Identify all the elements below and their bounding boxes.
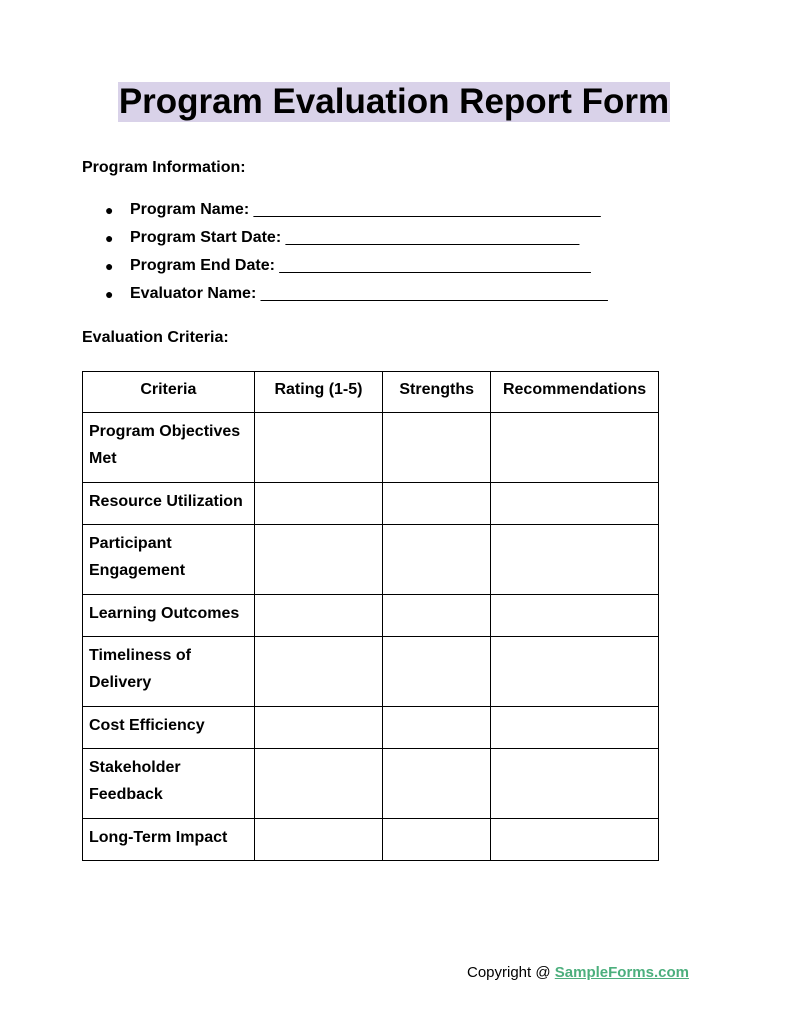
field-evaluator-name[interactable]: [105, 284, 608, 312]
program-info-heading: Program Information:: [82, 159, 246, 176]
rating-cell[interactable]: [254, 749, 383, 819]
criteria-label: Stakeholder Feedback: [89, 759, 181, 803]
table-row: [83, 637, 659, 707]
column-header-strengths: Strengths: [383, 372, 491, 413]
bullet-icon: ●: [105, 230, 114, 246]
criteria-cell: [83, 525, 255, 595]
field-program-start-date[interactable]: [105, 228, 608, 256]
rating-cell[interactable]: [254, 483, 383, 525]
rating-cell[interactable]: [254, 637, 383, 707]
recommendations-cell[interactable]: [491, 595, 659, 637]
evaluation-criteria-heading: Evaluation Criteria:: [82, 329, 229, 346]
recommendations-cell[interactable]: [491, 749, 659, 819]
recommendations-cell[interactable]: [491, 413, 659, 483]
sampleforms-link[interactable]: SampleForms.com: [554, 964, 689, 981]
recommendations-cell[interactable]: [491, 525, 659, 595]
copyright-footer: [467, 963, 689, 983]
page-title: Program Evaluation Report Form: [118, 82, 670, 121]
strengths-cell[interactable]: [383, 483, 491, 525]
strengths-cell[interactable]: [383, 707, 491, 749]
criteria-cell: [83, 595, 255, 637]
program-info-list: [105, 200, 608, 312]
table-row: [83, 595, 659, 637]
bullet-icon: ●: [105, 286, 114, 302]
criteria-label: Resource Utilization: [89, 493, 243, 510]
rating-cell[interactable]: [254, 819, 383, 861]
table-row: [83, 819, 659, 861]
table-row: [83, 483, 659, 525]
criteria-cell: [83, 637, 255, 707]
recommendations-cell[interactable]: [491, 637, 659, 707]
field-label: Program Name:: [130, 201, 250, 218]
rating-cell[interactable]: [254, 413, 383, 483]
strengths-cell[interactable]: [383, 819, 491, 861]
strengths-cell[interactable]: [383, 595, 491, 637]
title-container: [0, 82, 799, 122]
recommendations-cell[interactable]: [491, 819, 659, 861]
criteria-cell: [83, 707, 255, 749]
strengths-cell[interactable]: [383, 413, 491, 483]
table-header-row: [83, 372, 659, 413]
criteria-label: Long-Term Impact: [89, 829, 228, 846]
strengths-cell[interactable]: [383, 749, 491, 819]
rating-cell[interactable]: [254, 525, 383, 595]
table-row: [83, 413, 659, 483]
copyright-prefix: Copyright @: [467, 964, 555, 981]
field-blank-line[interactable]: _______________________________________: [253, 201, 601, 218]
bullet-icon: ●: [105, 258, 114, 274]
criteria-label: Program Objectives Met: [89, 423, 241, 467]
field-label: Program End Date:: [130, 257, 275, 274]
field-blank-line[interactable]: _______________________________________: [260, 285, 608, 302]
field-label: Evaluator Name:: [130, 285, 257, 302]
strengths-cell[interactable]: [383, 637, 491, 707]
bullet-icon: ●: [105, 202, 114, 218]
column-header-rating: Rating (1-5): [254, 372, 383, 413]
criteria-label: Learning Outcomes: [89, 605, 240, 622]
criteria-label: Timeliness of Delivery: [89, 647, 191, 691]
evaluation-table: [82, 371, 659, 861]
table-row: [83, 707, 659, 749]
table-row: [83, 525, 659, 595]
table-row: [83, 749, 659, 819]
criteria-cell: [83, 819, 255, 861]
criteria-label: Cost Efficiency: [89, 717, 205, 734]
field-label: Program Start Date:: [130, 229, 282, 246]
field-program-end-date[interactable]: [105, 256, 608, 284]
recommendations-cell[interactable]: [491, 483, 659, 525]
column-header-criteria: Criteria: [83, 372, 255, 413]
criteria-cell: [83, 749, 255, 819]
field-program-name[interactable]: [105, 200, 608, 228]
field-blank-line[interactable]: _________________________________: [285, 229, 580, 246]
recommendations-cell[interactable]: [491, 707, 659, 749]
field-blank-line[interactable]: ___________________________________: [279, 257, 591, 274]
column-header-recommendations: Recommendations: [491, 372, 659, 413]
criteria-label: Participant Engagement: [89, 535, 186, 579]
criteria-cell: [83, 413, 255, 483]
rating-cell[interactable]: [254, 595, 383, 637]
criteria-cell: [83, 483, 255, 525]
strengths-cell[interactable]: [383, 525, 491, 595]
rating-cell[interactable]: [254, 707, 383, 749]
